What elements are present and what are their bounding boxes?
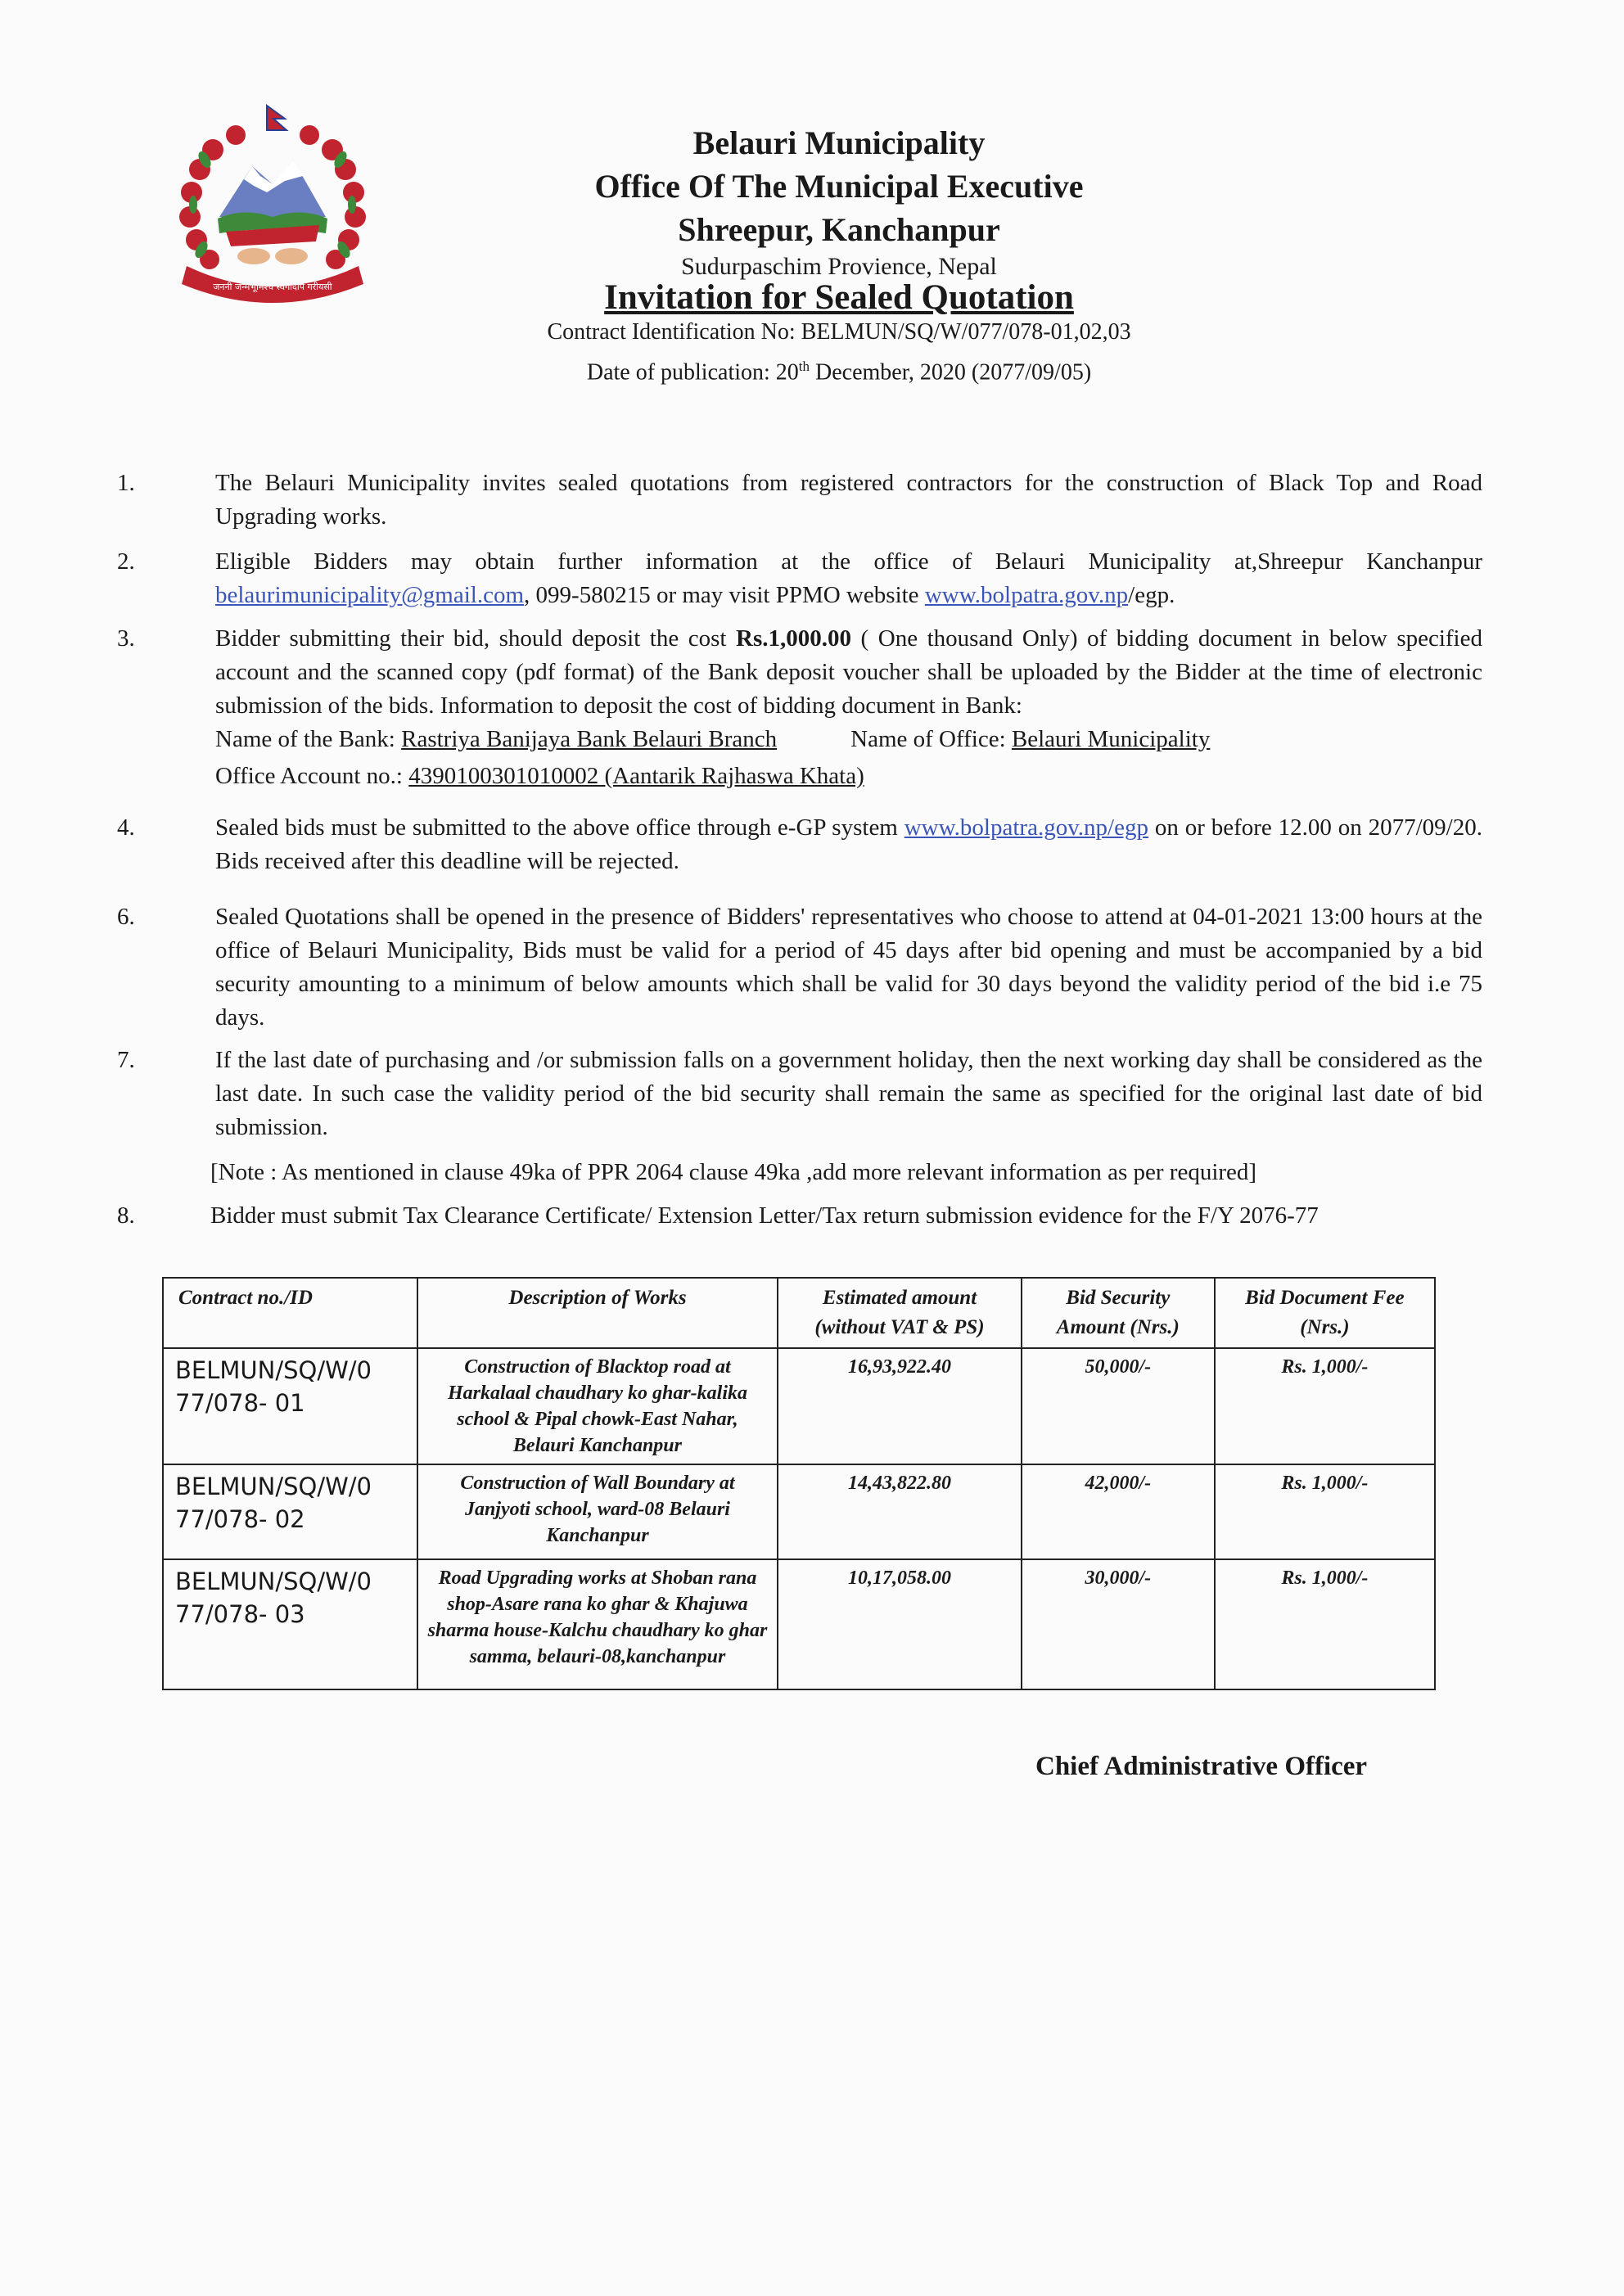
clause-text: Sealed bids must be submitted to the above office through e-GP system www.bolpatra.gov.np/egp on or before 12.00 on 2077/09/20. Bids received after this deadline will be rejected. (215, 814, 1482, 874)
fee-cell: Rs. 1,000/- (1215, 1559, 1435, 1689)
table-row (163, 1348, 1435, 1464)
egp-link[interactable]: www.bolpatra.gov.np/egp (904, 814, 1148, 841)
clause-text: Sealed Quotations shall be opened in the presence of Bidders' representatives who choose to attend at 04-01-2021 13:00 hours at the office of Belauri Municipality, Bids must be valid for a period of 45 days after bid opening and must be accompanied by a bid security amounting to a minimum of below amounts which shall be valid for 30 days beyond the validity period of the bid i.e 75 days. (215, 904, 1482, 1031)
emblem-motto: जननी जन्मभूमिश्च स्वर्गादपि गरीयसी (213, 282, 332, 292)
table-header-row (163, 1278, 1435, 1348)
account-number: 4390100301010002 (Aantarik Rajhaswa Khata) (408, 763, 864, 789)
document-cost: Rs.1,000.00 (736, 625, 852, 652)
publication-date: Date of publication: 20th December, 2020 (2077/09/05) (586, 359, 1092, 386)
clause-8 (117, 1199, 1482, 1233)
contract-id-cell: BELMUN/SQ/W/0 77/078- 03 (163, 1559, 417, 1689)
header-estimated-amount: Estimated amount (without VAT & PS) (778, 1278, 1022, 1348)
fee-cell: Rs. 1,000/- (1215, 1348, 1435, 1464)
security-cell: 30,000/- (1022, 1559, 1215, 1689)
contract-identification: Contract Identification No: BELMUN/SQ/W/077/078-01,02,03 (547, 319, 1131, 345)
table-row (163, 1464, 1435, 1559)
clause-6 (117, 900, 1482, 1035)
bank-details: Name of the Bank: Rastriya Banijaya Bank Belauri Branch Name of Office: Belauri Municipality (215, 726, 1211, 752)
office-location: Shreepur, Kanchanpur (678, 211, 1000, 248)
clause-3 (117, 622, 1482, 793)
clause-number: 1. (117, 470, 135, 496)
security-cell: 42,000/- (1022, 1464, 1215, 1559)
clause-2 (117, 545, 1482, 612)
works-table (162, 1277, 1436, 1690)
header-contract-id: Contract no./ID (163, 1278, 417, 1348)
signatory-title: Chief Administrative Officer (1035, 1752, 1368, 1781)
account-details: Office Account no.: 4390100301010002 (Aantarik Rajhaswa Khata) (215, 763, 864, 789)
nepal-emblem-icon (162, 102, 383, 307)
table-row (163, 1559, 1435, 1689)
header-bid-security: Bid Security Amount (Nrs.) (1022, 1278, 1215, 1348)
header-description: Description of Works (417, 1278, 778, 1348)
description-cell: Construction of Wall Boundary at Janjyoti school, ward-08 Belauri Kanchanpur (417, 1464, 778, 1559)
notice-title: Invitation for Sealed Quotation (604, 278, 1074, 317)
bank-name: Rastriya Banijaya Bank Belauri Branch (401, 726, 778, 752)
office-name-value: Belauri Municipality (1011, 726, 1211, 752)
security-cell: 50,000/- (1022, 1348, 1215, 1464)
clause-number: 6. (117, 904, 135, 930)
clause-text: The Belauri Municipality invites sealed quotations from registered contractors for the construction of Black Top and Road Upgrading works. (215, 470, 1482, 530)
fee-cell: Rs. 1,000/- (1215, 1464, 1435, 1559)
clause-7 (117, 1044, 1482, 1144)
estimate-cell: 10,17,058.00 (778, 1559, 1022, 1689)
province-line: Sudurpaschim Provience, Nepal (681, 253, 997, 280)
estimate-cell: 14,43,822.80 (778, 1464, 1022, 1559)
contract-id-cell: BELMUN/SQ/W/0 77/078- 02 (163, 1464, 417, 1559)
clause-number: 4. (117, 814, 135, 841)
clause-1 (117, 467, 1482, 534)
document-header (385, 121, 1293, 390)
clause-4 (117, 811, 1482, 878)
clause-text: Bidder submitting their bid, should deposit the cost Rs.1,000.00 ( One thousand Only) of bidding document in below specified account and the scanned copy (pdf format) of the Bank deposit voucher shall be uploaded by the Bidder at the time of electronic submission of the bids. Information to deposit the cost of bidding document in Bank: (215, 625, 1482, 719)
clause-text: Eligible Bidders may obtain further information at the office of Belauri Municipality at,Shreepur Kanchanpur belaurimunicipality@gmail.com, 099-580215 or may visit PPMO website www.bolpatra.gov.np/egp. (215, 548, 1482, 608)
clause-number: 7. (117, 1047, 135, 1073)
estimate-cell: 16,93,922.40 (778, 1348, 1022, 1464)
clause-text: Bidder must submit Tax Clearance Certificate/ Extension Letter/Tax return submission evidence for the F/Y 2076-77 (210, 1202, 1319, 1229)
header-document-fee: Bid Document Fee (Nrs.) (1215, 1278, 1435, 1348)
contract-id-cell: BELMUN/SQ/W/0 77/078- 01 (163, 1348, 417, 1464)
clause-number: 8. (117, 1202, 135, 1229)
email-link[interactable]: belaurimunicipality@gmail.com (215, 582, 525, 608)
description-cell: Road Upgrading works at Shoban rana shop-Asare rana ko ghar & Khajuwa sharma house-Kalchu chaudhary ko ghar samma, belauri-08,kanchanpur (417, 1559, 778, 1689)
clause-text: If the last date of purchasing and /or submission falls on a government holiday, then the next working day shall be considered as the last date. In such case the validity period of the bid security shall remain the same as specified for the original last date of bid submission. (215, 1047, 1482, 1140)
municipality-name: Belauri Municipality (692, 124, 986, 161)
office-name: Office Of The Municipal Executive (594, 168, 1084, 205)
clause-note: [Note : As mentioned in clause 49ka of PPR 2064 clause 49ka ,add more relevant information as per required] (210, 1159, 1257, 1185)
clause-number: 2. (117, 548, 135, 575)
description-cell: Construction of Blacktop road at Harkalaal chaudhary ko ghar-kalika school & Pipal chowk-East Nahar, Belauri Kanchanpur (417, 1348, 778, 1464)
clause-number: 3. (117, 625, 135, 652)
ppmo-website-link[interactable]: www.bolpatra.gov.np (924, 582, 1129, 608)
